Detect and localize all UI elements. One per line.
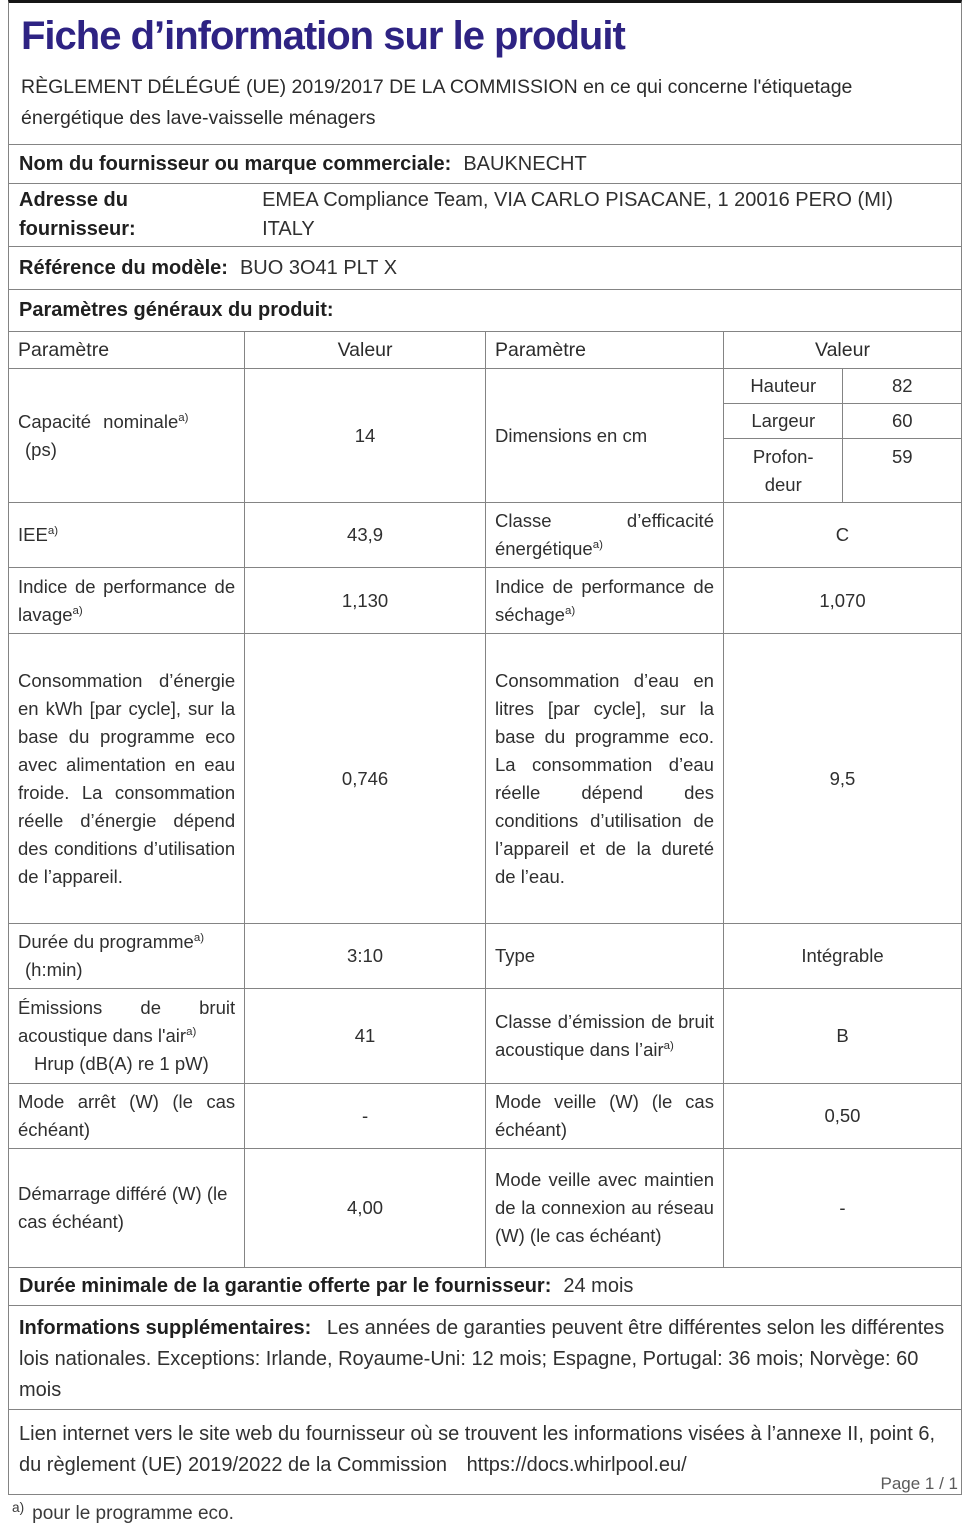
dimension-row-height (724, 369, 961, 403)
program-duration-value: 3:10 (244, 924, 485, 988)
col-header-value-2: Valeur (723, 332, 961, 368)
additional-info-text: Les années de garanties peuvent être différentes selon les différentes lois nationales. Exceptions: Irlande, Royaume-Uni: 12 mois; Espagne, Portugal: 36 mois; Norvège: 60 mois (19, 1317, 945, 1402)
supplier-name-row (9, 144, 961, 183)
table-row-delayedstart-network (9, 1148, 961, 1267)
page-number: Page 1 / 1 (880, 1474, 958, 1493)
water-consumption-value: 9,5 (723, 634, 961, 923)
networked-standby-value: - (723, 1149, 961, 1267)
dimensions-subtable (723, 369, 961, 502)
energy-consumption-value: 0,746 (244, 634, 485, 923)
wash-index-label: Indice de performance de lavage$^{a)}$ (18, 575, 236, 625)
dimension-row-width (724, 403, 961, 438)
standby-mode-label: Mode veille (W) (le cas échéant) (485, 1084, 723, 1148)
document-frame (8, 0, 962, 1495)
iee-value: 43,9 (244, 503, 485, 567)
noise-label: Émissions de bruit acoustique dans l'air$^{a)}$ Hrup (dB(A) re 1 pW) (18, 997, 236, 1075)
type-value: Intégrable (723, 924, 961, 988)
supplier-link-text: Lien internet vers le site web du fournisseur où se trouvent les informations visées à l’annexe II, point 6, du règlement (UE) 2019/2022 de la Commission (19, 1423, 936, 1477)
table-row-capacity-dimensions (9, 368, 961, 502)
noise-value: 41 (244, 989, 485, 1083)
table-header-row (9, 331, 961, 368)
energy-consumption-label: Consommation d’énergie en kWh [par cycle], sur la base du programme eco avec alimentation en eau froide. La consommation réelle d’énergie dépend des conditions d’utilisation de l’appareil. (18, 669, 236, 887)
capacity-label: Capacité nominale$^{a)}$ (ps) (18, 410, 189, 460)
supplier-docs-link[interactable]: https://docs.whirlpool.eu/ (466, 1454, 687, 1477)
warranty-value: 24 mois (563, 1275, 634, 1298)
title-block (9, 3, 961, 144)
off-mode-label: Mode arrêt (W) (le cas échéant) (18, 1091, 236, 1141)
wash-index-value: 1,130 (244, 568, 485, 633)
program-duration-label: Durée du programme$^{a)}$ (h:min) (18, 931, 205, 981)
dimensions-label: Dimensions en cm (485, 369, 723, 502)
additional-info-row (9, 1305, 961, 1409)
supplier-name-value: BAUKNECHT (463, 152, 587, 175)
iee-label: IEE$^{a)}$ (18, 524, 59, 546)
dimension-name: Profon- deur (752, 446, 814, 496)
dry-index-value: 1,070 (723, 568, 961, 633)
supplier-address-label: Adresse du fournisseur: (19, 189, 136, 241)
capacity-value: 14 (244, 369, 485, 502)
col-header-parameter-2: Paramètre (485, 332, 723, 368)
warranty-row (9, 1267, 961, 1305)
energy-class-label: Classe d’efficacité énergétique$^{a)}$ (485, 503, 723, 567)
type-label: Type (485, 924, 723, 988)
general-parameters-table (9, 331, 961, 1267)
general-params-header-row (9, 289, 961, 331)
delayed-start-value: 4,00 (244, 1149, 485, 1267)
delayed-start-label: Démarrage différé (W) (le cas échéant) (18, 1183, 228, 1233)
additional-info-label: Informations supplémentaires: (19, 1317, 312, 1340)
model-reference-value: BUO 3O41 PLT X (239, 256, 398, 279)
off-mode-value: - (244, 1084, 485, 1148)
supplier-address-value: EMEA Compliance Team, VIA CARLO PISACANE, 1 20016 PERO (MI) ITALY (262, 189, 894, 241)
model-reference-row (9, 246, 961, 289)
table-row-noise (9, 988, 961, 1083)
footnote-marker: a) (12, 1500, 25, 1516)
dimension-value: 60 (842, 404, 961, 438)
dimension-name: Largeur (751, 410, 816, 432)
table-row-performance-indices (9, 567, 961, 633)
footnote-text: pour le programme eco. (32, 1503, 234, 1525)
supplier-link-row (9, 1409, 961, 1494)
dimension-row-depth (724, 438, 961, 502)
supplier-address-row (9, 183, 961, 246)
table-row-duration-type (9, 923, 961, 988)
water-consumption-label: Consommation d’eau en litres [par cycle], sur la base du programme eco. La consommation d’eau réelle dépend des conditions d’utilisation de l’appareil et de la dureté de l’eau. (485, 634, 723, 923)
table-row-consumption (9, 633, 961, 923)
page-title: Fiche d’information sur le produit (21, 14, 625, 58)
dimension-value: 82 (842, 369, 961, 403)
dimension-value: 59 (842, 439, 961, 502)
warranty-label: Durée minimale de la garantie offerte par le fournisseur: (19, 1275, 552, 1298)
standby-mode-value: 0,50 (723, 1084, 961, 1148)
col-header-value-1: Valeur (244, 332, 485, 368)
table-row-iee-energyclass (9, 502, 961, 567)
noise-class-label: Classe d’émission de bruit acoustique dans l’air$^{a)}$ (485, 989, 723, 1083)
table-row-offmode-standby (9, 1083, 961, 1148)
general-params-label: Paramètres généraux du produit: (19, 299, 334, 322)
model-reference-label: Référence du modèle: (19, 256, 228, 279)
supplier-name-label: Nom du fournisseur ou marque commerciale: (19, 152, 452, 175)
networked-standby-label: Mode veille avec maintien de la connexion au réseau (W) (le cas échéant) (485, 1149, 723, 1267)
dimension-name: Hauteur (750, 375, 817, 397)
regulation-subtitle: RÈGLEMENT DÉLÉGUÉ (UE) 2019/2017 DE LA COMMISSION en ce qui concerne l'étiquetage énergétique des lave-vaisselle ménagers (21, 76, 853, 130)
dry-index-label: Indice de performance de séchage$^{a)}$ (485, 568, 723, 633)
col-header-parameter-1: Paramètre (18, 339, 110, 362)
noise-class-value: B (723, 989, 961, 1083)
energy-class-value: C (723, 503, 961, 567)
